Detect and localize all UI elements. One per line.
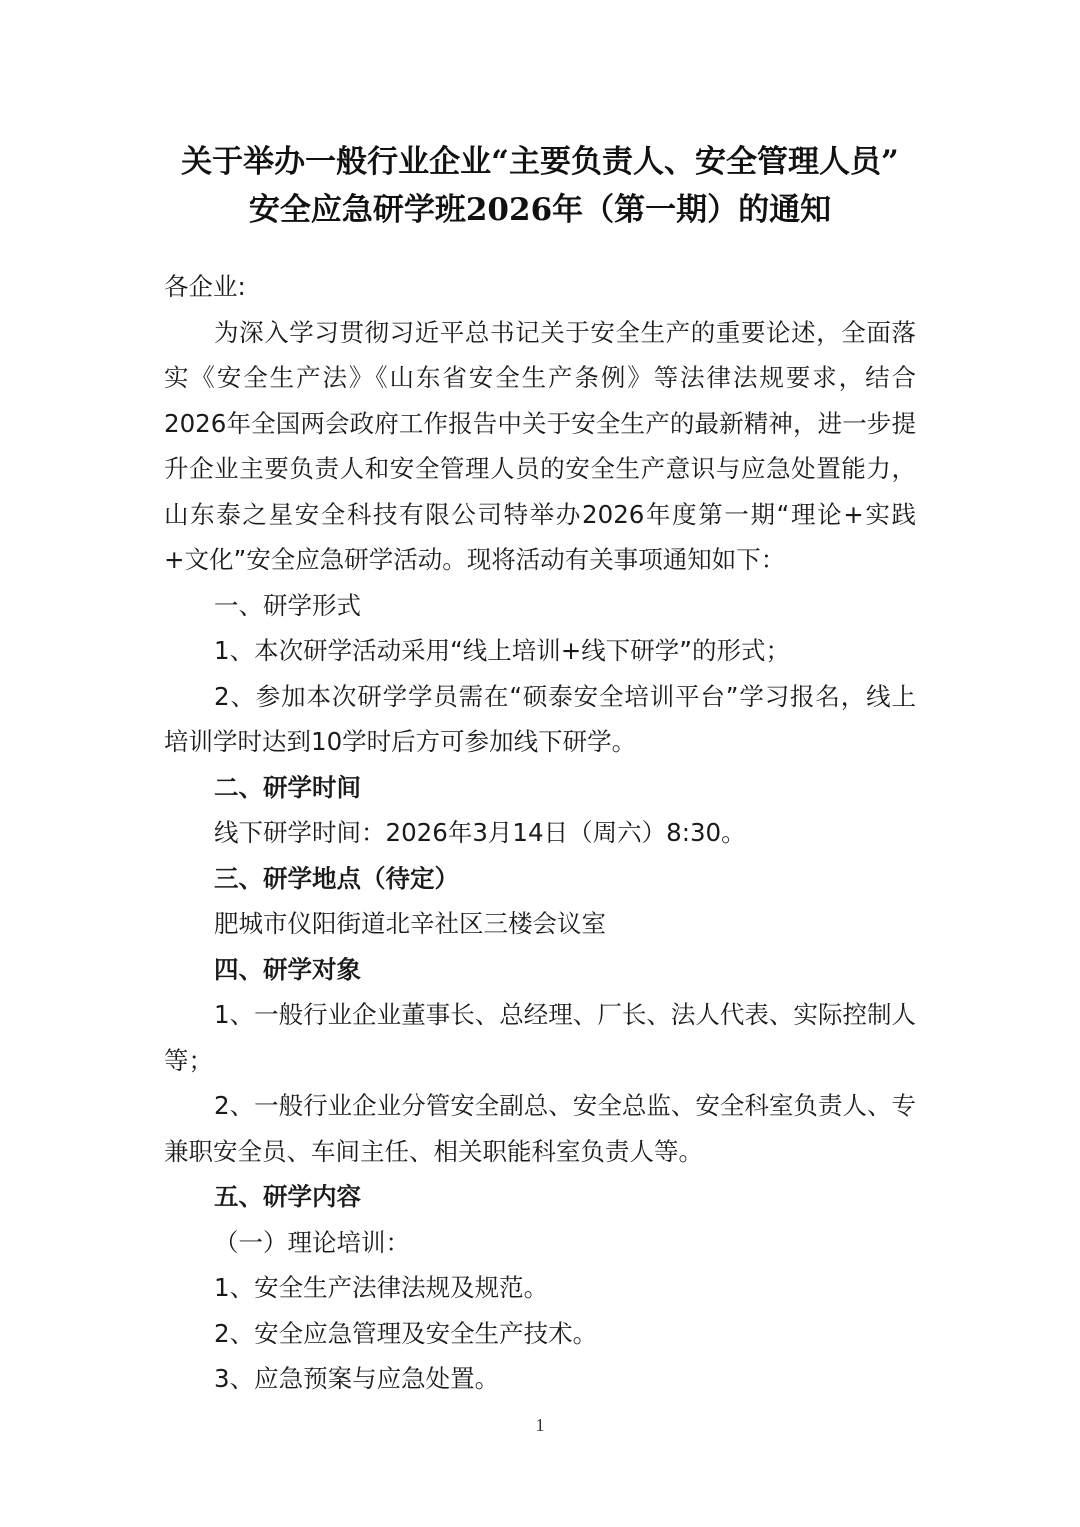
section-content-item-1: 1、安全生产法律法规及规范。 [214,1273,549,1302]
section-place-heading: 三、研学地点（待定） [214,863,459,893]
section-content-subheading: （一）理论培训： [214,1227,410,1257]
section-content-item-2: 2、安全应急管理及安全生产技术。 [214,1318,598,1348]
section-form-item-2: 2、参加本次研学学员需在“硕泰安全培训平台”学习报名，线上培训学时达到10学时后方可参加线下研学。 [164,681,916,756]
section-target-heading: 四、研学对象 [214,954,361,984]
section-target-item-2: 2、一般行业企业分管安全副总、安全总监、安全科室负责人、专兼职安全员、车间主任、相关职能科室负责人等。 [164,1091,916,1166]
notice-body [164,264,916,1402]
title-line-1: 关于举办一般行业企业“主要负责人、安全管理人员” [181,144,899,180]
section-content-heading: 五、研学内容 [214,1182,361,1211]
title-line-2: 安全应急研学班2026年（第一期）的通知 [248,192,832,228]
section-time-text: 线下研学时间：2026年3月14日（周六）8:30。 [214,818,746,847]
page-number: 1 [535,1415,545,1435]
section-form-item-1: 1、本次研学活动采用“线上培训+线下研学”的形式； [214,636,790,665]
salutation: 各企业: [164,272,246,301]
section-time-heading: 二、研学时间 [214,772,361,802]
section-place-text: 肥城市仪阳街道北辛社区三楼会议室 [214,909,606,938]
section-target-item-1: 1、一般行业企业董事长、总经理、厂长、法人代表、实际控制人等； [164,1000,916,1075]
section-content-item-3: 3、应急预案与应急处置。 [214,1364,500,1393]
notice-title [0,138,1080,234]
section-form-heading: 一、研学形式 [214,590,361,620]
intro-paragraph: 为深入学习贯彻习近平总书记关于安全生产的重要论述，全面落实《安全生产法》《山东省安全生产条例》等法律法规要求，结合2026年全国两会政府工作报告中关于安全生产的最新精神，进一步提升企业主要负责人和安全管理人员的安全生产意识与应急处置能力，山东泰之星安全科技有限公司特举办2026年度第一期“理论+实践+文化”安全应急研学活动。现将活动有关事项通知如下： [164,317,916,574]
